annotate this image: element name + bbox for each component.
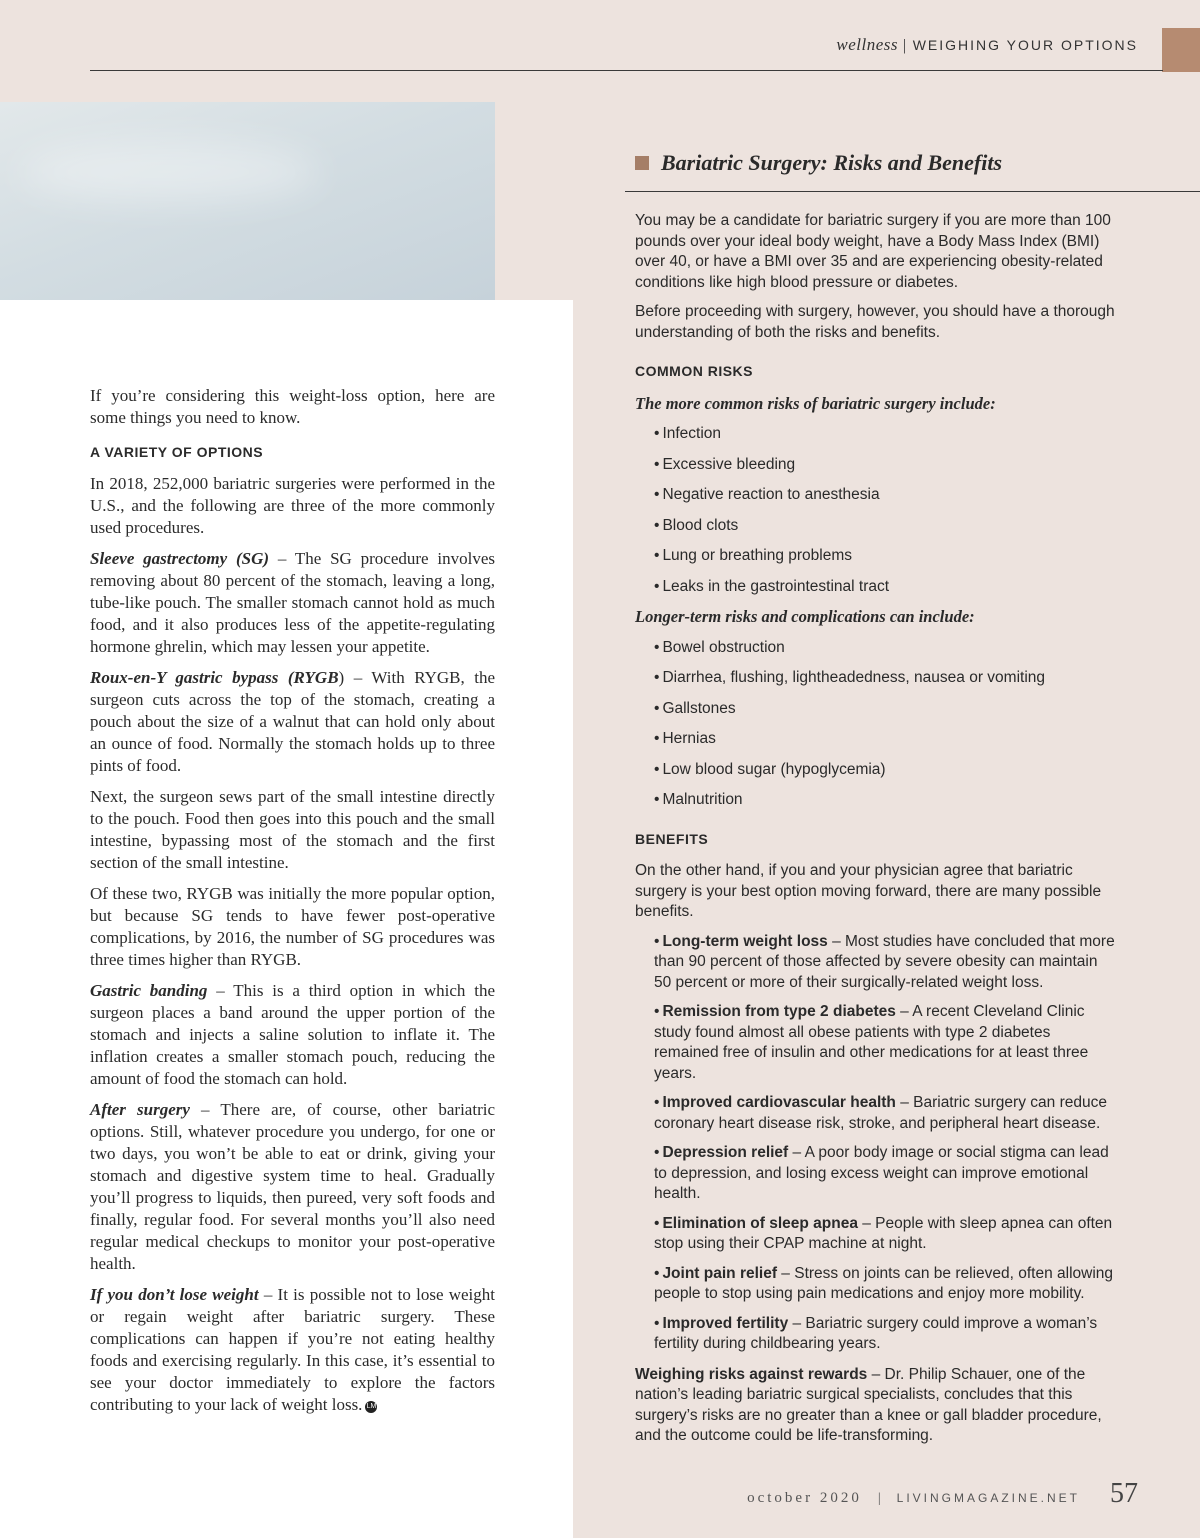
benefit-text: – Bariatric surgery could improve a woman’s fertility during childbearing years. [654,1314,1098,1352]
list-item-text: Negative reaction to anesthesia [662,486,880,503]
list-item [654,638,1115,659]
list-item-text: Infection [662,425,722,442]
sg-text: – The SG procedure involves removing about 80 percent of the stomach, leaving a long, tube-like pouch. The smaller stomach cannot hold as much food, and it also produces less of the appetite-regulating hormone ghrelin, which may lessen your appetite. [90,549,496,656]
list-item [654,760,1115,781]
bullet-icon: • [654,669,660,686]
bullet-icon: • [654,547,660,564]
list-item [654,1093,1115,1134]
benefit-text: – A recent Cleveland Clinic study found almost all obese patients with type 2 diabetes remained free of insulin and other medications for at least three years. [654,1003,1089,1082]
list-item [654,1264,1115,1305]
list-item [654,1214,1115,1255]
photo-cloud [20,142,320,202]
sidebar-paragraph-1: You may be a candidate for bariatric surgery if you are more than 100 pounds over your ideal body weight, have a Body Mass Index (BMI) over 40, or have a BMI over 35 and are experiencing obesity-related conditions like high blood pressure or diabetes. [635,212,1111,291]
closing-lead: Weighing risks against rewards [635,1365,868,1383]
bullet-icon: • [654,932,660,950]
footer-separator: | [877,1491,881,1506]
banding-text: – This is a third option in which the surgeon places a band around the upper portion of the stomach and injects a saline solution to inflate it. The inflation creates a smaller stomach pouch, reducing the amount of food the stomach can hold. [90,981,495,1088]
list-item [654,668,1115,689]
list-item [654,1314,1115,1355]
list-item [654,485,1115,506]
compare-paragraph: Of these two, RYGB was initially the more popular option, but because SG tends to have fewer post-operative complications, by 2016, the number of SG procedures was three times higher than RYGB. [90,884,495,969]
benefits-heading: BENEFITS [635,830,709,847]
header-separator: | [902,37,908,54]
bullet-icon: • [654,1003,660,1020]
long-term-risks-list [635,638,1115,811]
bullet-icon: • [654,699,660,717]
weight-loss-text: – It is possible not to lose weight or regain weight after bariatric surgery. These complications can happen if you’re not eating healthy foods and exercising regularly. In this case, it’s essential to see your doctor immediately to explore the factors contributing to your lack of weight loss. [90,1285,496,1414]
list-item-text: Lung or breathing problems [662,547,853,564]
benefit-text: – Most studies have concluded that more than 90 percent of those affected by severe obesity can maintain 50 percent or more of their surgically-related weight loss. [654,932,1115,991]
bullet-icon: • [654,1214,660,1232]
stats-paragraph: In 2018, 252,000 bariatric surgeries were performed in the U.S., and the following are three of the more commonly used procedures. [90,474,495,537]
list-item [654,577,1115,598]
article-body [90,385,495,1425]
running-header [836,35,1138,55]
risks-heading: COMMON RISKS [635,363,753,379]
bullet-icon: • [654,516,660,534]
list-item [654,516,1115,537]
after-surgery-paragraph [90,1099,495,1275]
bullet-icon: • [654,1094,660,1111]
bullet-icon: • [654,486,660,503]
rygb-text: ) – With RYGB, the surgeon cuts across the top of the stomach, creating a pouch about the size of a walnut that can hold only about an ounce of food. Normally the stomach holds up to three pints of food. [90,668,495,775]
benefits-intro: On the other hand, if you and your physician agree that bariatric surgery is your best option moving forward, there are many possible benefits. [635,862,1102,920]
list-item-text: Excessive bleeding [662,455,796,473]
header-title: WEIGHING YOUR OPTIONS [912,37,1138,53]
sidebar-square-icon [635,156,649,170]
closing-paragraph [635,1365,1115,1447]
list-item [654,1002,1115,1084]
list-item [654,790,1115,811]
list-item-text: Diarrhea, flushing, lightheadedness, nausea or vomiting [662,669,1046,686]
list-item-text: Malnutrition [662,791,743,808]
bullet-icon: • [654,1314,660,1332]
rygb-lead: Roux-en-Y gastric bypass (RYGB [90,668,339,687]
closing-text: – Dr. Philip Schauer, one of the nation’s leading bariatric surgical specialists, concludes that this surgery’s risks are no greater than a knee or gall bladder procedure, and the outcome could be life-transforming. [635,1365,1102,1444]
benefit-title: Depression relief [662,1144,789,1161]
end-mark-icon: LM [365,1401,377,1413]
benefit-title: Improved cardiovascular health [662,1094,896,1111]
benefit-text: – People with sleep apnea can often stop using their CPAP machine at night. [654,1214,1113,1252]
list-item-text: Bowel obstruction [662,638,785,656]
footer-issue-date: october 2020 [747,1490,862,1506]
list-item [654,455,1115,476]
sg-lead: Sleeve gastrectomy (SG) [90,549,270,568]
sg-paragraph [90,548,495,658]
header-section: wellness [836,35,898,54]
banding-paragraph [90,980,495,1090]
list-item [654,699,1115,720]
benefit-text: – Stress on joints can be relieved, often allowing people to stop using pain medications and enjoy more mobility. [654,1264,1114,1302]
list-item [654,424,1115,445]
sidebar-rule [625,191,1200,192]
sidebar-header [635,150,1002,176]
list-item-text: Hernias [662,730,716,747]
bullet-icon: • [654,730,660,747]
bullet-icon: • [654,455,660,473]
sidebar-paragraph-2: Before proceeding with surgery, however, you should have a thorough understanding of both the risks and benefits. [635,303,1115,341]
list-item [654,1143,1115,1205]
benefit-text: – Bariatric surgery can reduce coronary heart disease risk, stroke, and peripheral heart disease. [654,1094,1107,1132]
header-rule [90,70,1163,71]
benefit-title: Long-term weight loss [662,932,828,950]
benefit-title: Improved fertility [662,1314,789,1332]
benefits-list [635,932,1115,1355]
options-heading: A VARIETY OF OPTIONS [90,444,264,460]
list-item [654,729,1115,750]
benefit-title: Remission from type 2 diabetes [662,1003,896,1020]
weight-loss-paragraph [90,1284,495,1416]
sidebar-title: Bariatric Surgery: Risks and Benefits [661,150,1003,175]
bullet-icon: • [654,425,660,442]
header-accent-tab [1162,28,1200,72]
after-surgery-lead: After surgery [90,1100,190,1119]
intro-paragraph: If you’re considering this weight-loss option, here are some things you need to know. [90,386,495,427]
sky-photo [0,102,495,302]
list-item-text: Gallstones [662,699,736,717]
after-surgery-text: – There are, of course, other bariatric options. Still, whatever procedure you undergo, for one or two days, you won’t be able to eat or drink, giving your stomach and digestive system time to heal. Gradually you’ll progress to liquids, then pureed, very soft foods and finally, regular food. For several months you’ll also need regular medical checkups to monitor your post-operative health. [90,1100,496,1273]
list-item-text: Low blood sugar (hypoglycemia) [662,760,886,778]
bullet-icon: • [654,1144,660,1161]
sidebar-body [635,211,1115,1456]
benefit-title: Joint pain relief [662,1264,777,1282]
banding-lead: Gastric banding [90,981,208,1000]
rygb-paragraph [90,667,495,777]
benefit-text: – A poor body image or social stigma can lead to depression, and losing excess weight can improve emotional health. [654,1144,1109,1202]
common-risks-list [635,424,1115,597]
next-paragraph: Next, the surgeon sews part of the small intestine directly to the pouch. Food then goes into this pouch and the small intestine, bypassing most of the stomach and the first section of the small intestine. [90,787,495,872]
bullet-icon: • [654,760,660,778]
long-term-risks-intro: Longer-term risks and complications can include: [635,607,975,626]
bullet-icon: • [654,791,660,808]
footer-site: LIVINGMAGAZINE.NET [896,1491,1080,1505]
weight-loss-lead: If you don’t lose weight [90,1285,259,1304]
benefit-title: Elimination of sleep apnea [662,1214,858,1232]
bullet-icon: • [654,577,660,595]
common-risks-intro: The more common risks of bariatric surgery include: [635,393,996,413]
list-item-text: Leaks in the gastrointestinal tract [662,577,890,595]
page-footer [747,1478,1138,1510]
bullet-icon: • [654,638,660,656]
bullet-icon: • [654,1264,660,1282]
list-item [654,932,1115,994]
page-number: 57 [1110,1478,1138,1509]
list-item-text: Blood clots [662,516,739,534]
list-item [654,546,1115,567]
